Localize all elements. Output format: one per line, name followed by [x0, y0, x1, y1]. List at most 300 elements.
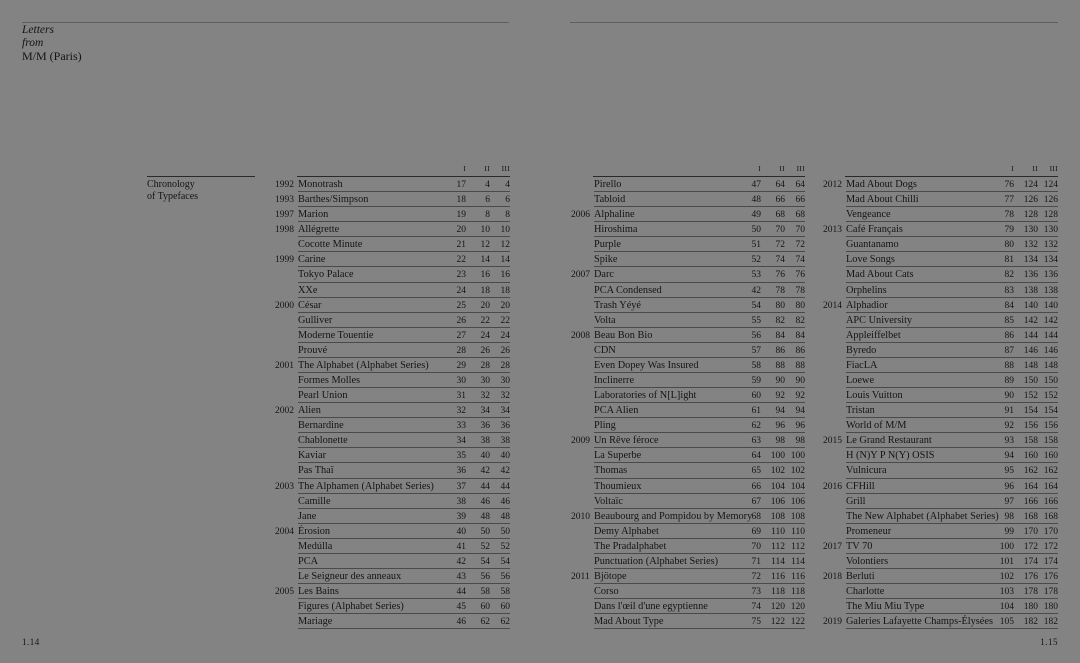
page-ref-i: 29 [456, 360, 466, 371]
list-item [275, 479, 510, 494]
typeface-name: Le Grand Restaurant [846, 435, 932, 447]
page-ref-iii: 182 [1043, 617, 1058, 628]
page-ref-ii: 108 [770, 511, 785, 522]
typeface-name: XXe [298, 284, 318, 296]
page-ref-ii: 8 [485, 210, 490, 221]
list-item [823, 463, 1058, 478]
page-ref-iii: 136 [1043, 270, 1058, 281]
list-item [571, 584, 805, 599]
list-item [571, 207, 805, 222]
typeface-name: Appleiffelbet [846, 329, 901, 341]
list-item [823, 539, 1058, 554]
page-ref-i: 104 [999, 602, 1014, 613]
list-item [571, 252, 805, 267]
typeface-name: Thoumieux [594, 480, 642, 492]
page-ref-iii: 56 [500, 572, 510, 583]
page-ref-i: 88 [1004, 360, 1014, 371]
page-ref-iii: 170 [1043, 526, 1058, 537]
typeface-name: Volontiers [846, 555, 889, 567]
page-ref-iii: 4 [505, 180, 510, 190]
column-header-1: I [463, 164, 466, 173]
list-item [823, 192, 1058, 207]
page-ref-i: 44 [456, 587, 466, 598]
page-ref-ii: 106 [770, 496, 785, 507]
list-item [823, 343, 1058, 358]
page-ref-ii: 64 [775, 180, 785, 190]
page-ref-iii: 104 [790, 481, 805, 492]
page-ref-iii: 10 [500, 225, 510, 236]
page-ref-iii: 176 [1043, 572, 1058, 583]
page-ref-i: 18 [456, 195, 466, 206]
typeface-name: Allégrette [298, 224, 340, 236]
typeface-name: Gulliver [298, 314, 333, 326]
column-header-3: III [501, 164, 510, 173]
page-ref-i: 58 [751, 360, 761, 371]
page-ref-i: 42 [751, 285, 761, 296]
page-ref-ii: 132 [1023, 240, 1038, 251]
list-item [275, 614, 510, 629]
page-ref-iii: 52 [500, 541, 510, 552]
page-ref-ii: 94 [775, 406, 785, 417]
right-page-top-rule [570, 22, 1058, 23]
typeface-name: Promeneur [846, 525, 892, 537]
page-ref-i: 32 [456, 406, 466, 417]
page-ref-ii: 162 [1023, 466, 1038, 477]
page-ref-i: 54 [751, 300, 761, 311]
typeface-name: Volta [594, 314, 616, 326]
page-ref-i: 99 [1004, 526, 1014, 537]
page-ref-i: 64 [751, 451, 761, 462]
list-item [823, 569, 1058, 584]
page-ref-iii: 88 [795, 360, 805, 371]
typeface-name: Formes Molles [298, 375, 361, 387]
page-ref-i: 100 [999, 541, 1014, 552]
list-item [823, 599, 1058, 614]
list-item [823, 418, 1058, 433]
list-item [571, 237, 805, 252]
column-header-2: II [1032, 164, 1038, 173]
list-item [275, 494, 510, 509]
list-item [275, 222, 510, 237]
page-ref-i: 33 [456, 421, 466, 432]
page-ref-ii: 126 [1023, 195, 1038, 206]
page-ref-ii: 50 [480, 526, 490, 537]
year-label: 2005 [275, 587, 294, 598]
list-item [275, 448, 510, 463]
page-ref-ii: 130 [1023, 225, 1038, 236]
typeface-name: Bjötope [594, 571, 627, 583]
page-ref-i: 35 [456, 451, 466, 462]
page-ref-i: 79 [1004, 225, 1014, 236]
page-ref-ii: 18 [480, 285, 490, 296]
page-ref-iii: 40 [500, 451, 510, 462]
page-ref-i: 22 [456, 255, 466, 266]
page-ref-iii: 98 [795, 436, 805, 447]
typeface-name: Berluti [846, 571, 875, 583]
typeface-name: The Alphabet (Alphabet Series) [298, 359, 429, 371]
list-item [275, 554, 510, 569]
list-item [823, 222, 1058, 237]
page-ref-i: 46 [456, 617, 466, 628]
list-item [823, 207, 1058, 222]
page-ref-ii: 120 [770, 602, 785, 613]
page-ref-i: 52 [751, 255, 761, 266]
page-ref-ii: 20 [480, 300, 490, 311]
list-item [275, 267, 510, 282]
page-ref-ii: 140 [1023, 300, 1038, 311]
page-ref-i: 37 [456, 481, 466, 492]
list-item [571, 463, 805, 478]
list-item [823, 267, 1058, 282]
year-label: 1998 [275, 225, 294, 236]
folio-left: 1.14 [22, 637, 40, 647]
page-ref-iii: 26 [500, 345, 510, 356]
page-ref-i: 21 [456, 240, 466, 251]
page-ref-i: 17 [456, 180, 466, 190]
year-label: 1999 [275, 255, 294, 266]
typeface-name: Chablonette [298, 435, 348, 447]
page-ref-i: 42 [456, 556, 466, 567]
typeface-name: Pearl Union [298, 390, 348, 402]
list-item [823, 614, 1058, 629]
page-ref-i: 47 [751, 180, 761, 190]
typeface-name: Medúlla [298, 540, 333, 552]
page-ref-iii: 118 [791, 587, 805, 598]
page-ref-ii: 40 [480, 451, 490, 462]
page-ref-iii: 18 [500, 285, 510, 296]
list-item [571, 283, 805, 298]
page-ref-ii: 10 [480, 225, 490, 236]
book-title [22, 24, 82, 63]
page-ref-i: 27 [456, 330, 466, 341]
page-ref-ii: 52 [480, 541, 490, 552]
typeface-name: Vengeance [846, 209, 891, 221]
page-ref-iii: 86 [795, 345, 805, 356]
column-header-1: I [758, 164, 761, 173]
list-item [571, 418, 805, 433]
list-item [823, 177, 1058, 192]
page-ref-ii: 74 [775, 255, 785, 266]
page-ref-ii: 62 [480, 617, 490, 628]
left-page-top-rule [22, 22, 509, 23]
list-item [571, 539, 805, 554]
page-ref-ii: 24 [480, 330, 490, 341]
page-ref-iii: 30 [500, 376, 510, 387]
page-ref-i: 87 [1004, 345, 1014, 356]
page-ref-i: 91 [1004, 406, 1014, 417]
page-ref-i: 73 [751, 587, 761, 598]
column-header-1: I [1011, 164, 1014, 173]
page-ref-i: 83 [1004, 285, 1014, 296]
book-title-line-3: M/M (Paris) [22, 49, 82, 63]
page-ref-ii: 66 [775, 195, 785, 206]
page-ref-ii: 70 [775, 225, 785, 236]
page-ref-iii: 14 [500, 255, 510, 266]
column-header-3: III [1049, 164, 1058, 173]
page-ref-ii: 174 [1023, 556, 1038, 567]
page-ref-ii: 150 [1023, 376, 1038, 387]
page-ref-ii: 76 [775, 270, 785, 281]
page-ref-iii: 106 [790, 496, 805, 507]
page-ref-iii: 76 [795, 270, 805, 281]
page-ref-i: 38 [456, 496, 466, 507]
page-ref-ii: 128 [1023, 210, 1038, 221]
list-item [823, 388, 1058, 403]
page-ref-iii: 122 [790, 617, 805, 628]
folio-right: 1.15 [1040, 637, 1058, 647]
year-label: 2007 [571, 270, 590, 281]
typeface-name: Love Songs [846, 254, 895, 266]
list-item [823, 283, 1058, 298]
list-item [571, 599, 805, 614]
page-ref-i: 61 [751, 406, 761, 417]
page-ref-iii: 50 [500, 526, 510, 537]
page-ref-iii: 92 [795, 391, 805, 402]
page-ref-ii: 158 [1023, 436, 1038, 447]
page-ref-iii: 148 [1043, 360, 1058, 371]
page-ref-iii: 174 [1043, 556, 1058, 567]
page-ref-iii: 164 [1043, 481, 1058, 492]
column-header-2: II [779, 164, 785, 173]
page-ref-ii: 182 [1023, 617, 1038, 628]
page-ref-iii: 180 [1043, 602, 1058, 613]
typeface-name: Grill [846, 495, 866, 507]
page-ref-ii: 172 [1023, 541, 1038, 552]
page-ref-ii: 14 [480, 255, 490, 266]
typeface-name: Vulnicura [846, 465, 887, 477]
list-item [571, 177, 805, 192]
typeface-name: La Superbe [594, 450, 642, 462]
typeface-name: Bernardine [298, 420, 344, 432]
typeface-name: Beaubourg and Pompidou by Memory [594, 510, 753, 522]
page-ref-ii: 144 [1023, 330, 1038, 341]
page-ref-ii: 100 [770, 451, 785, 462]
year-label: 2010 [571, 511, 590, 522]
typeface-name: Galeries Lafayette Champs-Élysées [846, 616, 993, 628]
typeface-name: Tabloid [594, 194, 626, 206]
page-ref-ii: 88 [775, 360, 785, 371]
year-label: 2012 [823, 180, 842, 190]
typeface-name: Camille [298, 495, 331, 507]
page-ref-ii: 136 [1023, 270, 1038, 281]
page-ref-iii: 82 [795, 315, 805, 326]
page-ref-iii: 130 [1043, 225, 1058, 236]
list-item [275, 237, 510, 252]
page-ref-iii: 34 [500, 406, 510, 417]
page-ref-iii: 58 [500, 587, 510, 598]
page-ref-i: 65 [751, 466, 761, 477]
page-ref-i: 43 [456, 572, 466, 583]
page-ref-iii: 72 [795, 240, 805, 251]
list-item [571, 358, 805, 373]
list-item [275, 569, 510, 584]
typeface-name: Trash Yéyé [594, 299, 641, 311]
list-item [275, 509, 510, 524]
page-ref-i: 67 [751, 496, 761, 507]
page-ref-i: 93 [1004, 436, 1014, 447]
list-item [571, 479, 805, 494]
page-ref-ii: 56 [480, 572, 490, 583]
typeface-name: Darc [594, 269, 615, 281]
page-ref-i: 98 [1004, 511, 1014, 522]
typeface-name: Moderne Touentie [298, 329, 374, 341]
typeface-name: CDN [594, 344, 616, 356]
page-ref-iii: 178 [1043, 587, 1058, 598]
column-header-row [275, 164, 510, 176]
year-label: 2011 [571, 572, 590, 583]
column-header-row [823, 164, 1058, 176]
typeface-name: Alien [298, 405, 321, 417]
page-ref-iii: 96 [795, 421, 805, 432]
typeface-name: Tokyo Palace [298, 269, 354, 281]
page-ref-iii: 84 [795, 330, 805, 341]
typeface-name: H (N)Y P N(Y) OSIS [846, 450, 935, 462]
page-ref-i: 31 [456, 391, 466, 402]
page-ref-iii: 80 [795, 300, 805, 311]
list-item [571, 524, 805, 539]
page-ref-i: 60 [751, 391, 761, 402]
page-ref-iii: 140 [1043, 300, 1058, 311]
list-item [823, 313, 1058, 328]
page-ref-iii: 16 [500, 270, 510, 281]
page-ref-iii: 6 [505, 195, 510, 206]
page-ref-iii: 46 [500, 496, 510, 507]
list-item [275, 177, 510, 192]
list-item [823, 403, 1058, 418]
page-ref-i: 80 [1004, 240, 1014, 251]
year-label: 1992 [275, 180, 294, 190]
page-ref-ii: 116 [771, 572, 785, 583]
typeface-name: Pas Thaï [298, 465, 334, 477]
list-item [275, 388, 510, 403]
typeface-name: Laboratories of N[L]ight [594, 390, 697, 402]
typeface-name: Dans l'œil d'une egyptienne [594, 601, 708, 613]
typeface-name: Inclinerre [594, 375, 635, 387]
page-ref-i: 69 [751, 526, 761, 537]
typeface-name: Thomas [594, 465, 628, 477]
page-ref-ii: 164 [1023, 481, 1038, 492]
page-ref-iii: 152 [1043, 391, 1058, 402]
page-ref-ii: 54 [480, 556, 490, 567]
page-ref-ii: 34 [480, 406, 490, 417]
page-ref-i: 76 [1004, 180, 1014, 190]
typeface-name: Mad About Type [594, 616, 664, 628]
typeface-name: TV 70 [846, 540, 873, 552]
page-ref-ii: 16 [480, 270, 490, 281]
page-ref-ii: 36 [480, 421, 490, 432]
page-ref-i: 96 [1004, 481, 1014, 492]
year-label: 2014 [823, 300, 842, 311]
typeface-name: FiacLA [846, 359, 878, 371]
typeface-name: Even Dopey Was Insured [594, 359, 699, 371]
page-ref-iii: 156 [1043, 421, 1058, 432]
page-ref-ii: 170 [1023, 526, 1038, 537]
page-ref-i: 82 [1004, 270, 1014, 281]
page-ref-i: 66 [751, 481, 761, 492]
page-ref-i: 74 [751, 602, 761, 613]
page-ref-iii: 38 [500, 436, 510, 447]
page-ref-ii: 146 [1023, 345, 1038, 356]
list-item [571, 267, 805, 282]
typeface-name: Monotrash [298, 179, 343, 190]
page-ref-iii: 158 [1043, 436, 1058, 447]
page-ref-ii: 90 [775, 376, 785, 387]
page-ref-ii: 102 [770, 466, 785, 477]
page-ref-ii: 92 [775, 391, 785, 402]
section-label-rule [147, 176, 255, 177]
list-item [571, 298, 805, 313]
page-ref-i: 24 [456, 285, 466, 296]
page-ref-iii: 44 [500, 481, 510, 492]
year-label: 2017 [823, 541, 842, 552]
page-ref-ii: 148 [1023, 360, 1038, 371]
typeface-name: Les Bains [298, 586, 339, 598]
typeface-name: Tristan [846, 405, 875, 417]
page-ref-iii: 160 [1043, 451, 1058, 462]
page-ref-ii: 28 [480, 360, 490, 371]
list-item [275, 463, 510, 478]
typeface-name: Corso [594, 586, 619, 598]
page-ref-iii: 78 [795, 285, 805, 296]
page-ref-i: 25 [456, 300, 466, 311]
page-ref-ii: 46 [480, 496, 490, 507]
year-label: 2004 [275, 526, 294, 537]
list-item [823, 554, 1058, 569]
page-ref-iii: 142 [1043, 315, 1058, 326]
section-label-line-1: Chronology [147, 179, 195, 190]
chronology-column-2 [571, 164, 805, 629]
list-item [275, 524, 510, 539]
page-ref-iii: 60 [500, 602, 510, 613]
page-ref-ii: 96 [775, 421, 785, 432]
page-ref-ii: 154 [1023, 406, 1038, 417]
page-ref-iii: 70 [795, 225, 805, 236]
typeface-name: PCA [298, 555, 319, 567]
page-ref-iii: 32 [500, 391, 510, 402]
page-ref-i: 68 [751, 511, 761, 522]
page-ref-i: 95 [1004, 466, 1014, 477]
page-ref-i: 53 [751, 270, 761, 281]
typeface-name: Loewe [846, 375, 875, 387]
page-ref-iii: 110 [791, 526, 805, 537]
list-item [275, 328, 510, 343]
page-ref-iii: 138 [1043, 285, 1058, 296]
page-ref-ii: 112 [771, 541, 785, 552]
chronology-column-1 [275, 164, 510, 629]
typeface-name: Punctuation (Alphabet Series) [594, 555, 719, 567]
list-item [571, 614, 805, 629]
page-ref-i: 70 [751, 541, 761, 552]
page-ref-i: 39 [456, 511, 466, 522]
typeface-name: The Alphamen (Alphabet Series) [298, 480, 434, 492]
page-ref-ii: 38 [480, 436, 490, 447]
page-ref-i: 19 [456, 210, 466, 221]
typeface-name: Demy Alphabet [594, 525, 659, 537]
year-label: 2008 [571, 330, 590, 341]
list-item [823, 252, 1058, 267]
page-ref-i: 94 [1004, 451, 1014, 462]
page-ref-ii: 4 [485, 180, 490, 190]
list-item [275, 298, 510, 313]
page-ref-iii: 168 [1043, 511, 1058, 522]
row-rule [846, 628, 1058, 629]
list-item [571, 328, 805, 343]
year-label: 2009 [571, 436, 590, 447]
list-item [823, 524, 1058, 539]
typeface-name: Spike [594, 254, 618, 266]
typeface-name: Pling [594, 420, 616, 432]
year-label: 2000 [275, 300, 294, 311]
